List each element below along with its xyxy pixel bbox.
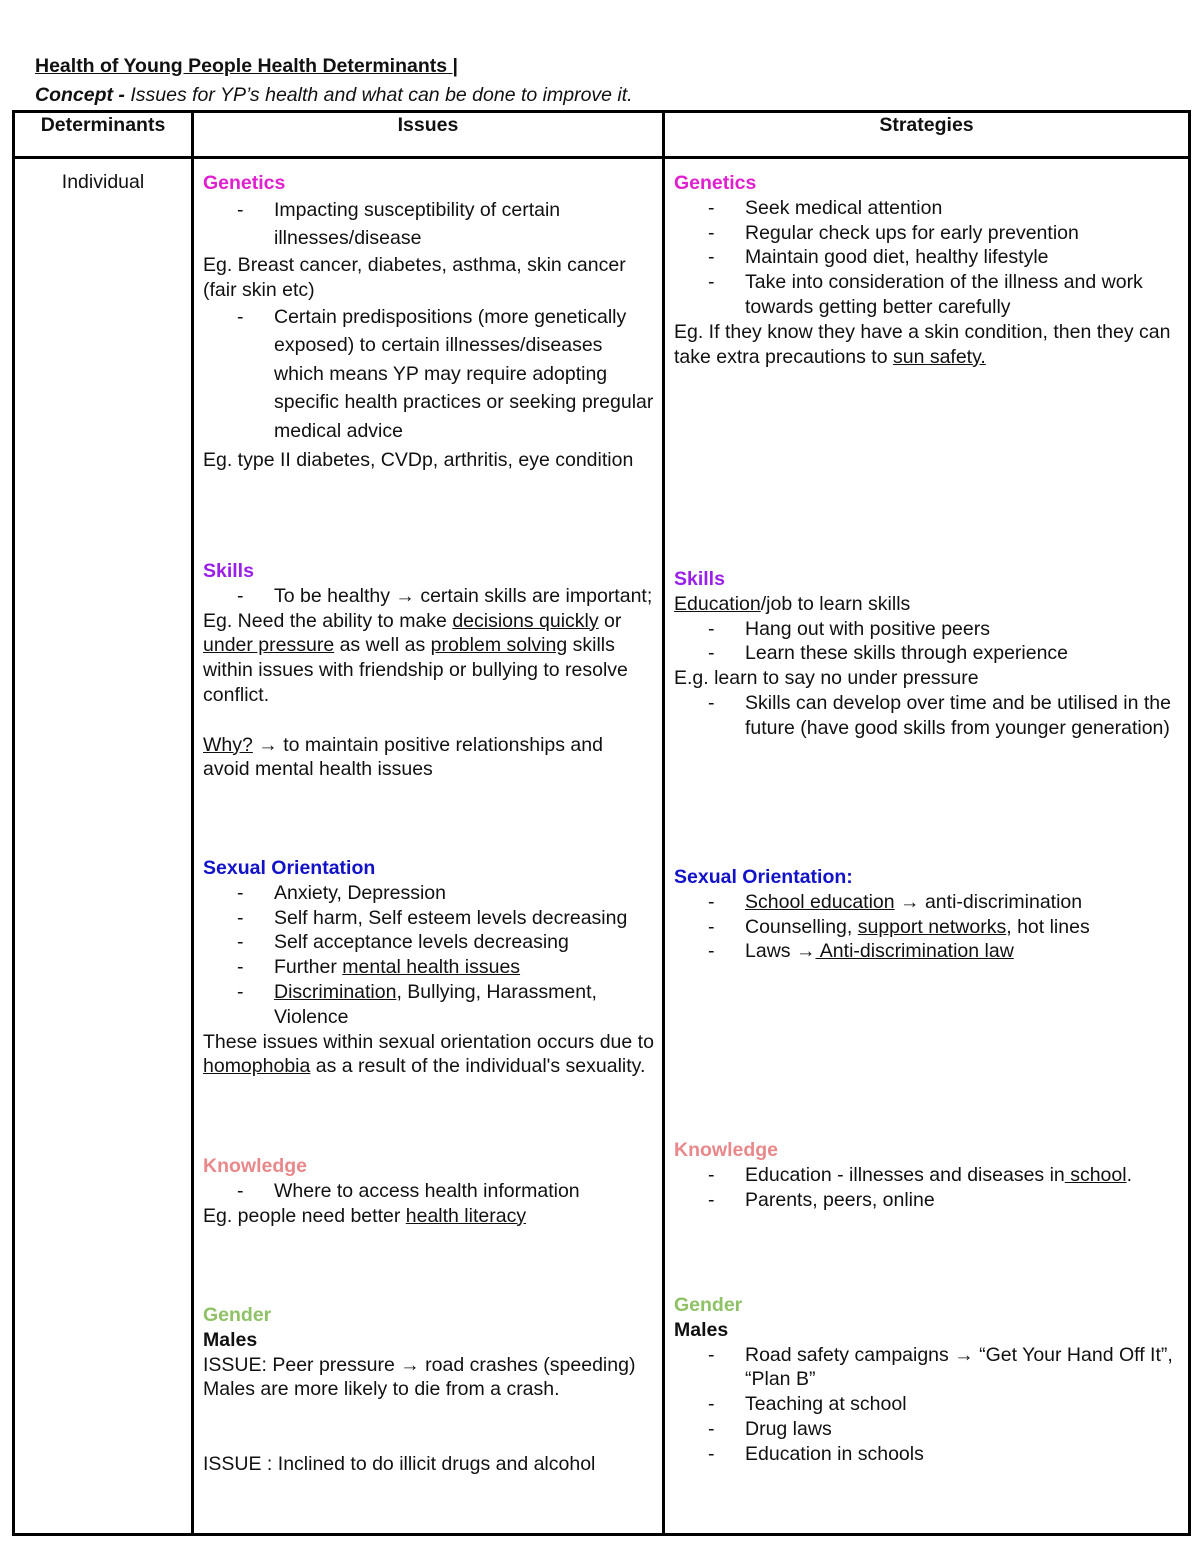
list-item: - Certain predispositions (more genetically exposed) to certain illnesses/diseases which means YP may require adopting specific health practices or seeking pregular medical advice — [274, 303, 654, 446]
issues-genetics-heading: Genetics — [203, 172, 286, 194]
list-item: - Parents, peers, online — [745, 1188, 1180, 1213]
strategies-genetics-eg: Eg. If they know they have a skin condition, then they can take extra precautions to sun safety. — [674, 320, 1171, 368]
list-item: - Maintain good diet, healthy lifestyle — [745, 245, 1180, 270]
list-item: - Education - illnesses and diseases in school. — [745, 1163, 1180, 1188]
issues-gender-heading: Gender — [203, 1304, 272, 1326]
list-item: - Take into consideration of the illness and work towards getting better carefully — [745, 270, 1180, 320]
list-item: - Education in schools — [745, 1442, 1180, 1467]
list-item: - Laws → Anti-discrimination law — [745, 939, 1180, 964]
table-header-row — [14, 112, 1190, 158]
concept-text: Issues for YP’s health and what can be done to improve it. — [130, 84, 633, 106]
strategies-gender-sub: Males — [674, 1318, 729, 1341]
list-item: - Teaching at school — [745, 1392, 1180, 1417]
issues-gender-issue1: ISSUE: Peer pressure → road crashes (speeding) — [203, 1353, 636, 1376]
list-item: - Regular check ups for early prevention — [745, 221, 1180, 246]
list-item: - Road safety campaigns → “Get Your Hand Off It”, “Plan B” — [745, 1343, 1180, 1393]
strategies-sexor-heading: Sexual Orientation: — [674, 866, 853, 888]
issues-skills-heading: Skills — [203, 560, 254, 582]
strategies-knowledge-heading: Knowledge — [674, 1139, 779, 1161]
list-item: - Where to access health information — [274, 1179, 654, 1204]
strategies-cell — [664, 158, 1190, 1535]
strategies-skills-section — [674, 567, 1180, 741]
strategies-skills-heading: Skills — [674, 568, 725, 590]
issues-knowledge-section — [203, 1154, 654, 1228]
list-item: - Impacting susceptibility of certain illnesses/disease — [274, 196, 654, 253]
issues-gender-sub: Males — [203, 1328, 258, 1351]
header-strategies: Strategies — [664, 112, 1190, 158]
list-item: - Learn these skills through experience — [745, 641, 1180, 666]
determinant-individual: Individual — [61, 171, 145, 193]
strategies-skills-l1: Education/job to learn skills — [674, 592, 911, 615]
table-row — [14, 158, 1190, 1535]
concept-label: Concept - — [35, 84, 125, 106]
list-item: - To be healthy → certain skills are important; — [274, 584, 654, 609]
strategies-genetics-heading: Genetics — [674, 172, 757, 194]
list-item: - Self acceptance levels decreasing — [274, 930, 654, 955]
header-issues: Issues — [193, 112, 664, 158]
title-pipe: | — [452, 55, 458, 77]
list-item: - Skills can develop over time and be utilised in the future (have good skills from younger generation) — [745, 691, 1180, 741]
list-item: - Further mental health issues — [274, 955, 654, 980]
list-item: - Hang out with positive peers — [745, 617, 1180, 642]
concept-line — [35, 84, 633, 107]
issues-skills-section — [203, 559, 654, 782]
issues-cell — [193, 158, 664, 1535]
header-determinants: Determinants — [14, 112, 193, 158]
strategies-gender-section — [674, 1293, 1180, 1467]
list-item: - Anxiety, Depression — [274, 881, 654, 906]
issues-gender-line2: Males are more likely to die from a crash. — [203, 1378, 560, 1401]
document-title: Health of Young People Health Determinants | — [35, 55, 458, 77]
issues-gender-issue2: ISSUE : Inclined to do illicit drugs and alcohol — [203, 1452, 596, 1475]
issues-skills-why: Why? → to maintain positive relationships and avoid mental health issues — [203, 733, 603, 781]
issues-genetics-eg2: Eg. type II diabetes, CVDp, arthritis, eye condition — [203, 448, 634, 471]
determinants-table — [12, 110, 1191, 1536]
list-item: - Seek medical attention — [745, 196, 1180, 221]
list-item: - Self harm, Self esteem levels decreasing — [274, 906, 654, 931]
strategies-sexual-orientation-section — [674, 865, 1180, 964]
issues-knowledge-eg: Eg. people need better health literacy — [203, 1204, 527, 1227]
issues-sexual-orientation-section — [203, 856, 654, 1079]
list-item: - School education → anti-discrimination — [745, 890, 1180, 915]
strategies-knowledge-section — [674, 1138, 1180, 1212]
issues-sexor-paragraph: These issues within sexual orientation occurs due to homophobia as a result of the individual's sexuality. — [203, 1030, 654, 1078]
list-item: - Counselling, support networks, hot lines — [745, 915, 1180, 940]
issues-gender-section — [203, 1303, 654, 1477]
issues-knowledge-heading: Knowledge — [203, 1155, 308, 1177]
strategies-gender-heading: Gender — [674, 1294, 743, 1316]
strategies-genetics-section — [674, 171, 1180, 369]
issues-genetics-eg1: Eg. Breast cancer, diabetes, asthma, skin cancer (fair skin etc) — [203, 253, 626, 301]
issues-sexor-heading: Sexual Orientation — [203, 857, 376, 879]
determinant-cell — [14, 158, 193, 1535]
issues-genetics-section — [203, 171, 654, 474]
strategies-skills-eg: E.g. learn to say no under pressure — [674, 667, 979, 690]
list-item: - Discrimination, Bullying, Harassment, Violence — [274, 980, 654, 1030]
issues-skills-eg: Eg. Need the ability to make decisions quickly or under pressure as well as problem solving skills within issues with friendship or bullying to resolve conflict. — [203, 609, 628, 706]
list-item: - Drug laws — [745, 1417, 1180, 1442]
